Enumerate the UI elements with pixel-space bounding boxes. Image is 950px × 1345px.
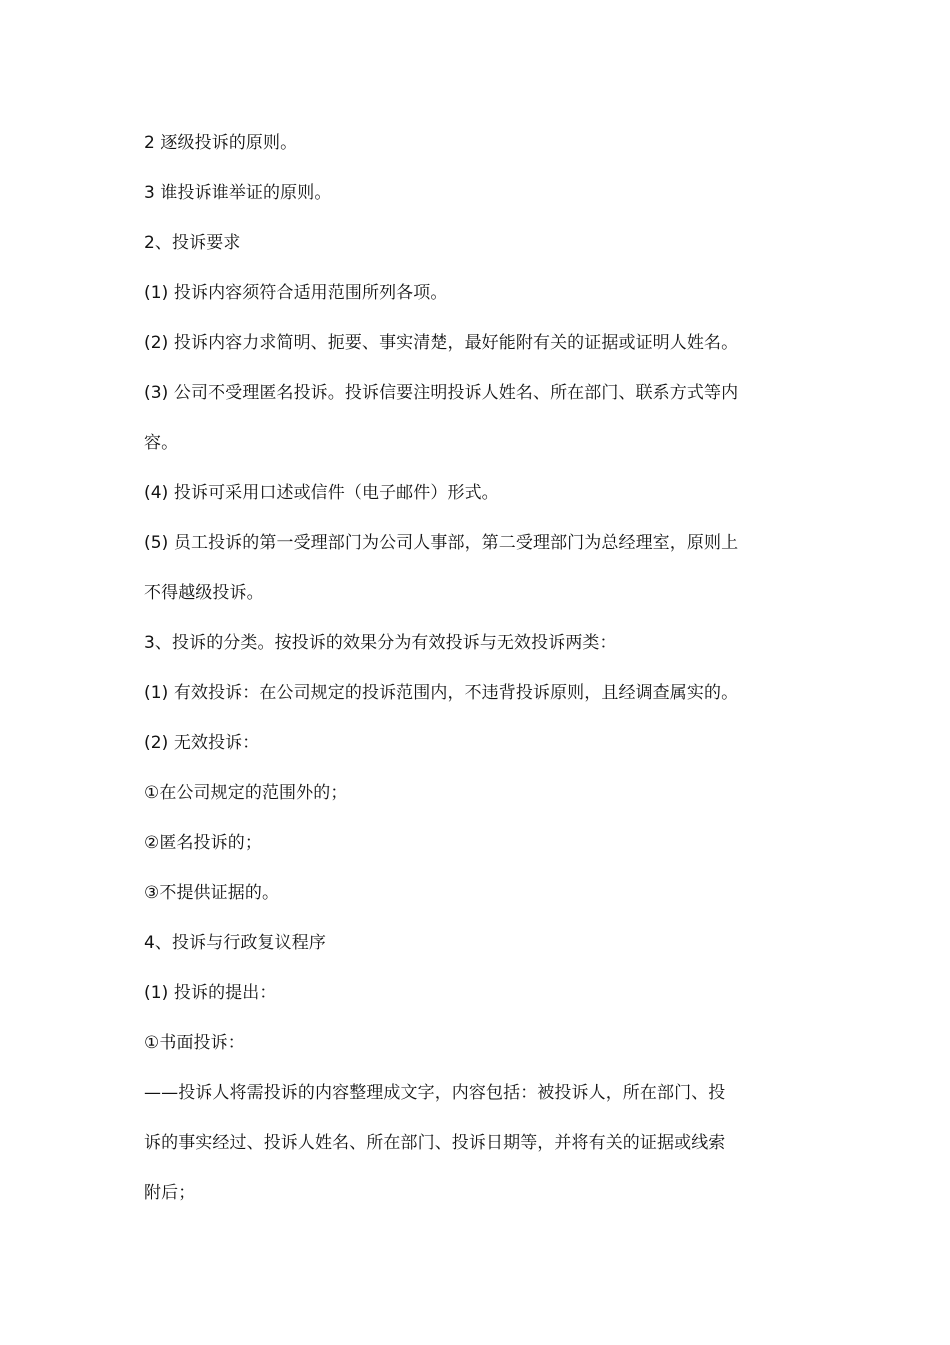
text-line: (1) 投诉内容须符合适用范围所列各项。 [144,283,448,303]
text-line: (3) 公司不受理匿名投诉。投诉信要注明投诉人姓名、所在部门、联系方式等内 [144,383,739,403]
text-line: (2) 投诉内容力求简明、扼要、事实清楚，最好能附有关的证据或证明人姓名。 [144,333,739,353]
text-line: (2) 无效投诉： [144,733,260,753]
text-line: 诉的事实经过、投诉人姓名、所在部门、投诉日期等，并将有关的证据或线索 [144,1133,726,1153]
section-heading: 4、投诉与行政复议程序 [144,933,326,953]
list-item: ①书面投诉： [144,1033,245,1053]
section-heading: 3、投诉的分类。按投诉的效果分为有效投诉与无效投诉两类： [144,633,617,653]
text-line: (1) 有效投诉：在公司规定的投诉范围内，不违背投诉原则，且经调查属实的。 [144,683,739,703]
section-heading: 2、投诉要求 [144,233,241,253]
text-line: 附后； [144,1183,196,1203]
text-line: (1) 投诉的提出： [144,983,277,1003]
text-line: (4) 投诉可采用口述或信件（电子邮件）形式。 [144,483,499,503]
list-item: ①在公司规定的范围外的； [144,783,348,803]
text-line: 不得越级投诉。 [144,583,264,603]
text-line: 容。 [144,433,179,453]
text-line: 2 逐级投诉的原则。 [144,133,298,153]
list-item: ③不提供证据的。 [144,883,280,903]
document-body [144,118,784,1218]
text-line: 3 谁投诉谁举证的原则。 [144,183,332,203]
text-line: (5) 员工投诉的第一受理部门为公司人事部，第二受理部门为总经理室，原则上 [144,533,739,553]
text-line: ——投诉人将需投诉的内容整理成文字，内容包括：被投诉人，所在部门、投 [144,1083,726,1103]
list-item: ②匿名投诉的； [144,833,262,853]
